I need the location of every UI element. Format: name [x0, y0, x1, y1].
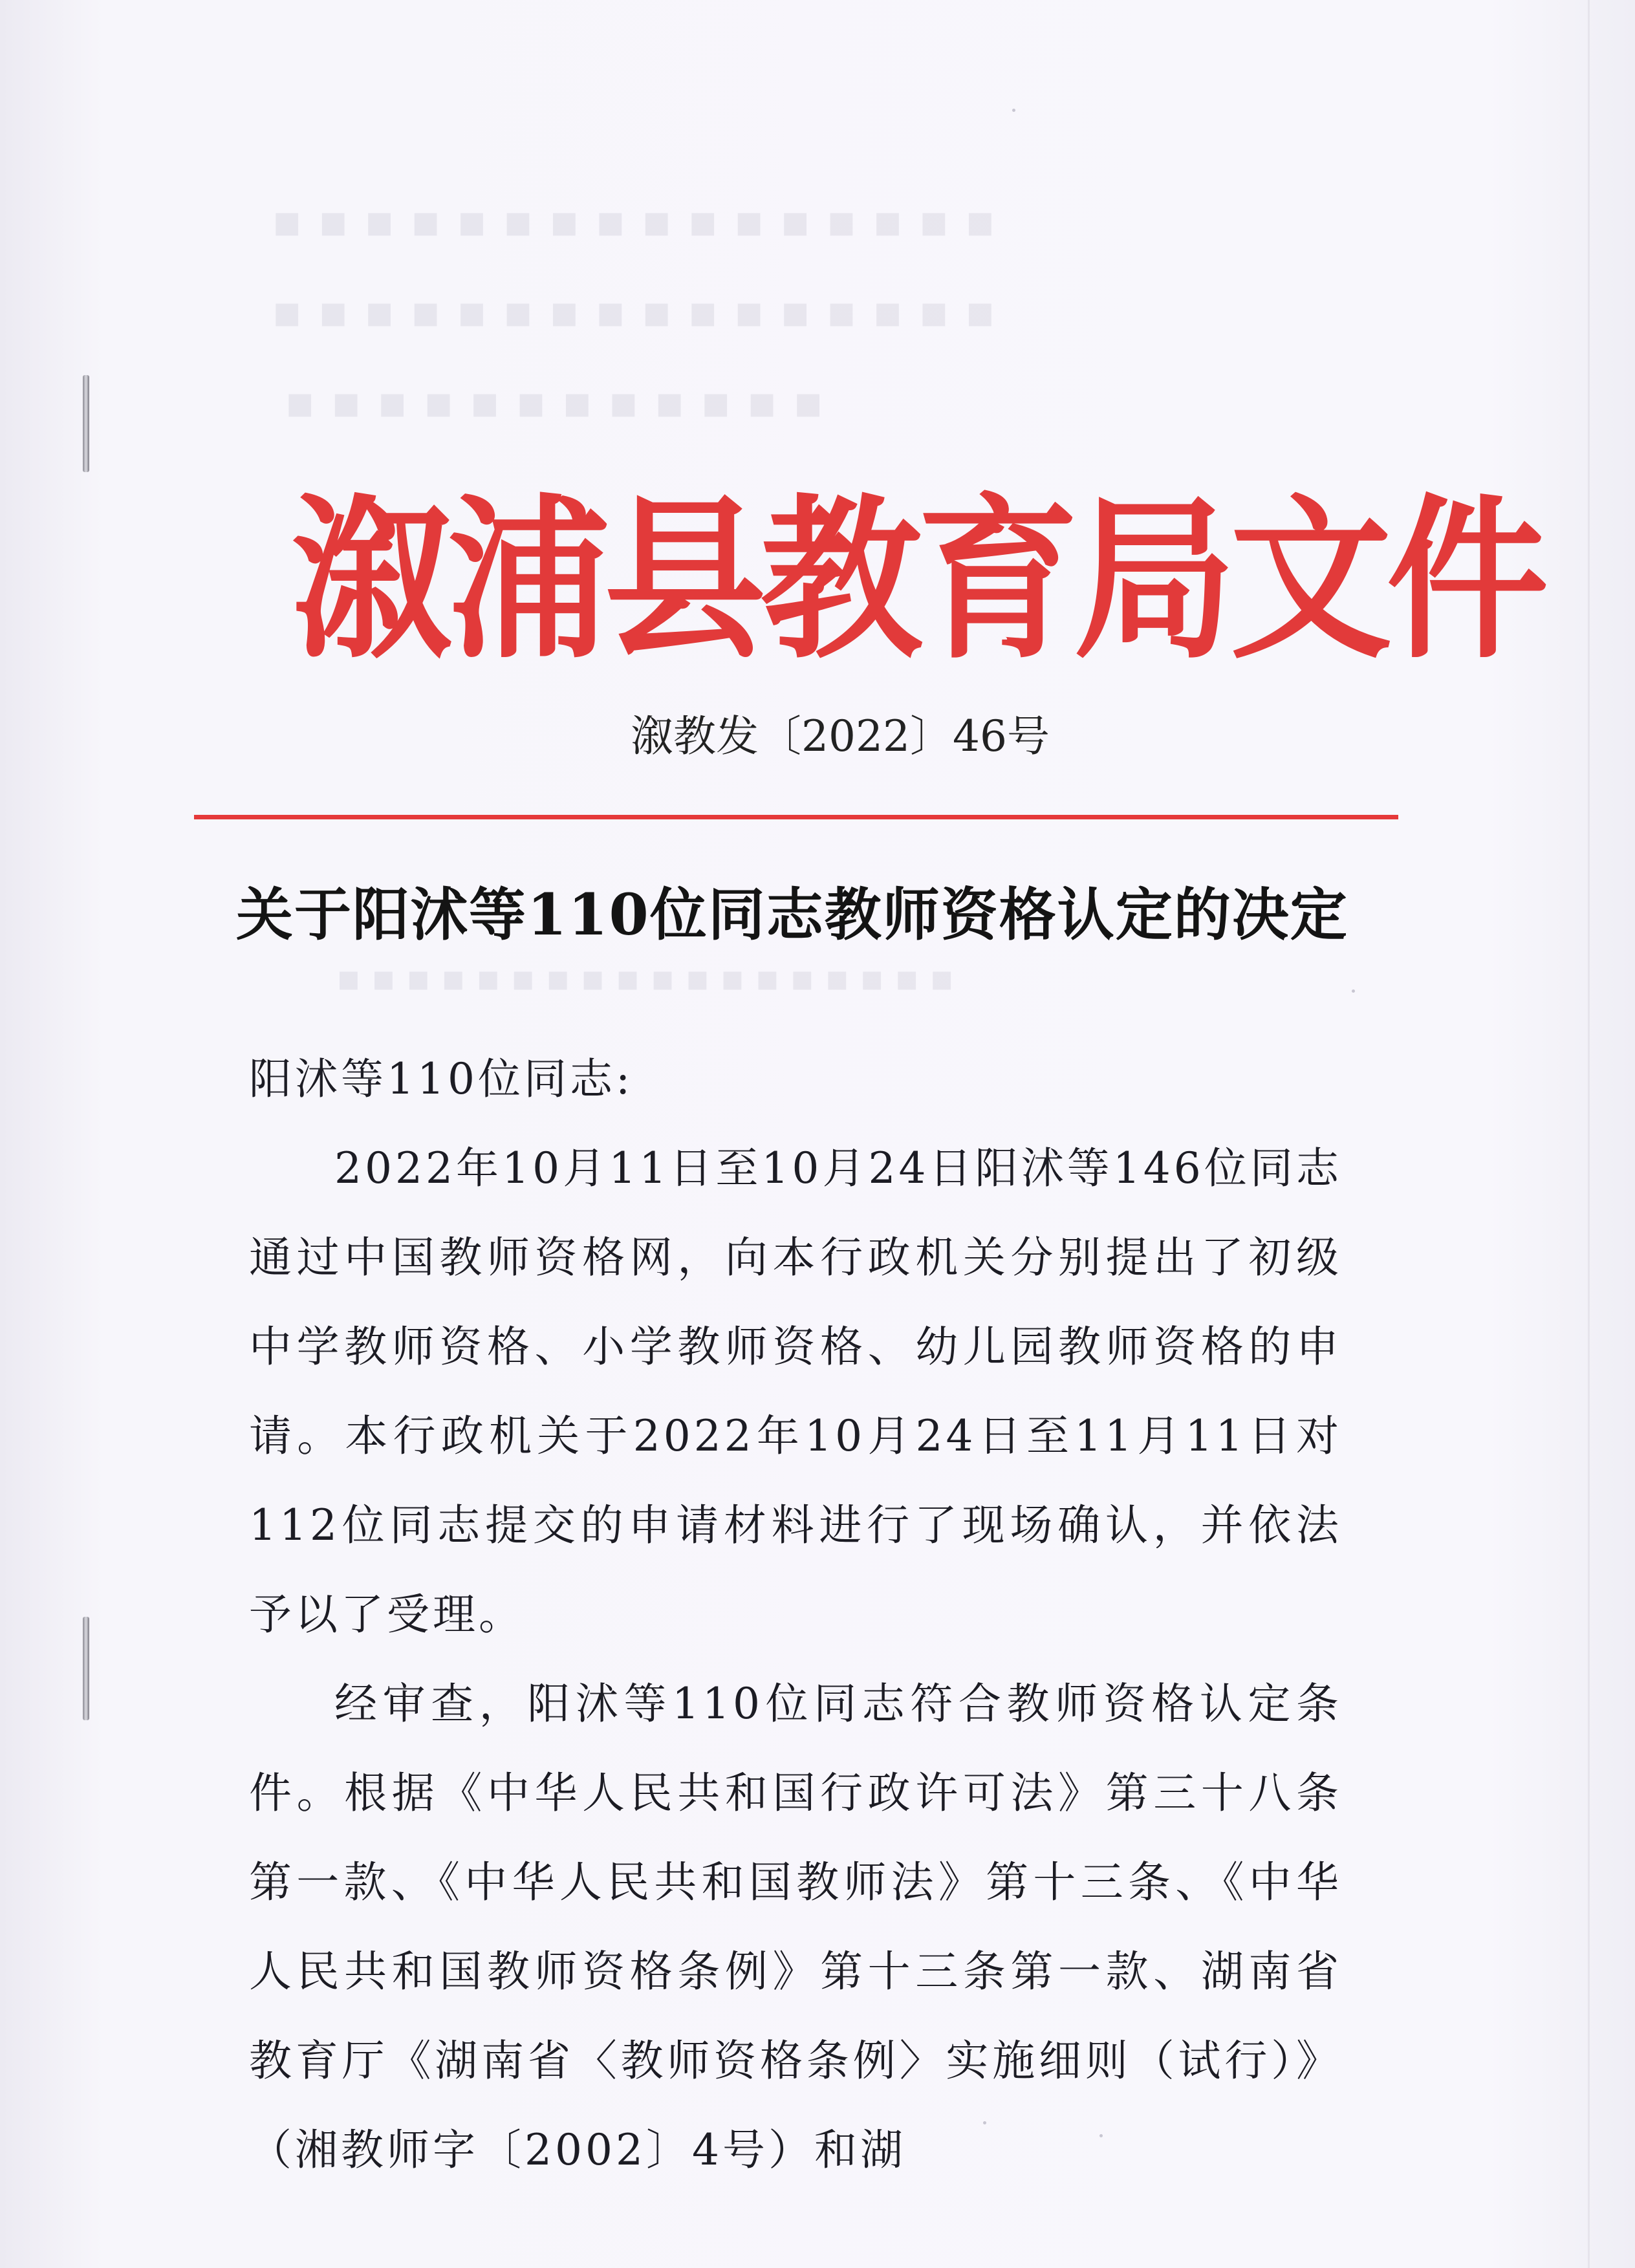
- page-edge: [1588, 0, 1590, 2268]
- document-title: 关于阳沭等110位同志教师资格认定的决定: [236, 881, 1348, 948]
- show-through-text: ▪▪▪▪▪▪▪▪▪▪▪▪▪▪▪▪: [272, 194, 1012, 247]
- staple-bottom: [83, 1617, 89, 1720]
- document-number: 溆教发〔2022〕46号: [631, 711, 1050, 761]
- show-through-text: ▪▪▪▪▪▪▪▪▪▪▪▪▪▪▪▪▪▪: [336, 957, 965, 999]
- speck: [1352, 989, 1355, 993]
- paragraph: 经审查，阳沭等110位同志符合教师资格认定条件。根据《中华人民共和国行政许可法》第三十八条第一款、《中华人民共和国教师法》第十三条、《中华人民共和国教师资格条例》第十三条第一款、湖南省教育厅《湖南省〈教师资格条例〉实施细则（试行）》（湘教师字〔2002〕4号）和湖: [249, 1679, 1342, 2175]
- red-divider-line: [194, 815, 1398, 819]
- show-through-text: ▪▪▪▪▪▪▪▪▪▪▪▪▪▪▪▪: [272, 285, 1012, 338]
- paragraph: 2022年10月11日至10月24日阳沭等146位同志通过中国教师资格网，向本行政机关分别提出了初级中学教师资格、小学教师资格、幼儿园教师资格的申请。本行政机关于2022年10月24日至11月11日对112位同志提交的申请材料进行了现场确认，并依法予以了受理。: [249, 1143, 1342, 1639]
- masthead-title: 溆浦县教育局文件: [291, 479, 1543, 682]
- document-body: [249, 1035, 1342, 2195]
- staple-top: [83, 375, 89, 472]
- speck: [1012, 109, 1015, 112]
- show-through-text: ▪▪▪▪▪▪▪▪▪▪▪▪: [285, 375, 839, 428]
- salutation: 阳沭等110位同志:: [249, 1054, 634, 1104]
